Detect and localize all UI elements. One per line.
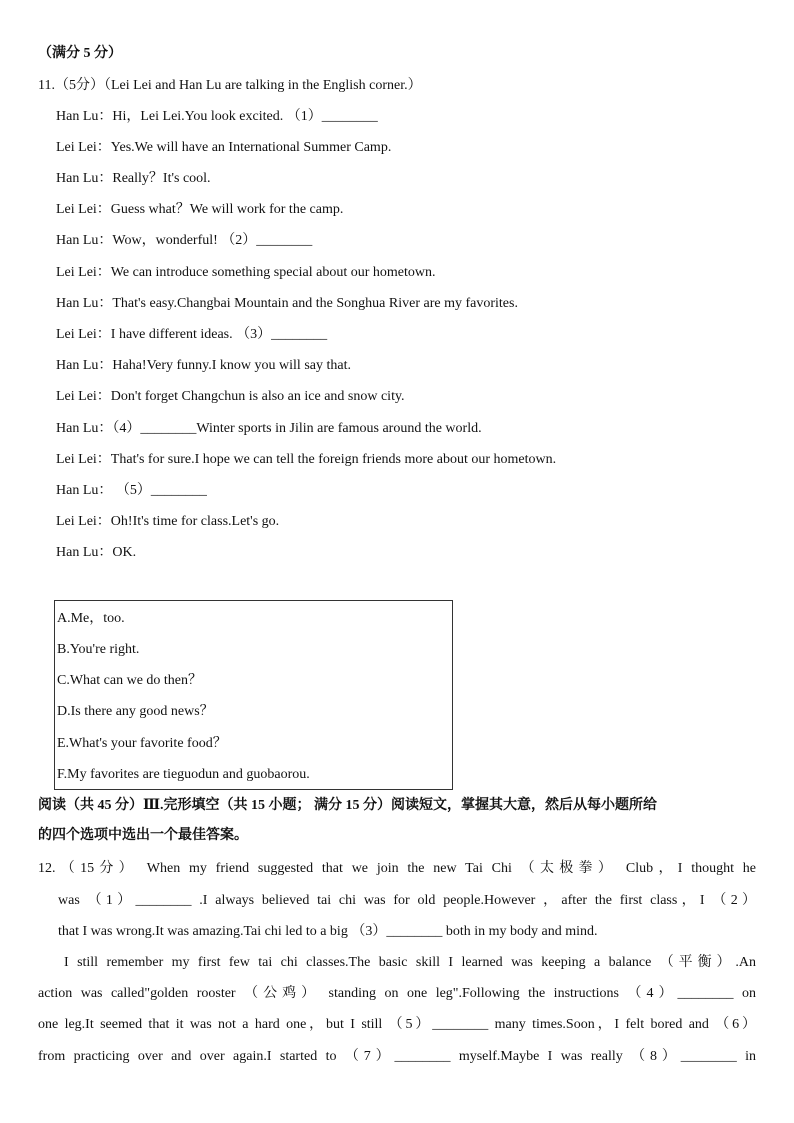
passage-line: I still remember my first few tai chi classes.The basic skill I learned was keeping a balance （平衡）.An <box>64 955 756 970</box>
dialogue-line: Lei Lei：We can introduce something special about our hometown. <box>56 265 436 280</box>
option-e: E.What's your favorite food？ <box>57 736 227 751</box>
option-c: C.What can we do then？ <box>57 673 203 688</box>
option-b: B.You're right. <box>57 642 140 657</box>
passage-line: action was called"golden rooster （公鸡） standing on one leg".Following the instructions （4）________ on <box>38 986 756 1001</box>
reading-section-header: 阅读（共 45 分）Ⅲ.完形填空（共 15 小题； 满分 15 分）阅读短文，掌握其大意，然后从每小题所给 <box>38 798 658 813</box>
passage-line: one leg.It seemed that it was not a hard one，but I still （5）________ many times.Soon，I felt bored and （6） <box>38 1017 756 1032</box>
dialogue-line: Han Lu：Hi，Lei Lei.You look excited. （1）________ <box>56 109 378 124</box>
dialogue-line: Lei Lei：That's for sure.I hope we can tell the foreign friends more about our hometown. <box>56 452 557 467</box>
dialogue-line: Han Lu：Really？It's cool. <box>56 171 211 186</box>
dialogue-line: Han Lu：（4）________Winter sports in Jilin are famous around the world. <box>56 421 482 436</box>
dialogue-line: Lei Lei：Guess what？We will work for the camp. <box>56 202 344 217</box>
options-box <box>54 600 453 790</box>
passage-line: that I was wrong.It was amazing.Tai chi led to a big （3）________ both in my body and mind. <box>58 924 598 939</box>
option-f: F.My favorites are tieguodun and guobaorou. <box>57 767 310 782</box>
dialogue-line: Lei Lei：Oh!It's time for class.Let's go. <box>56 514 280 529</box>
dialogue-line: Lei Lei：Don't forget Changchun is also an ice and snow city. <box>56 389 405 404</box>
dialogue-line: Lei Lei：I have different ideas. （3）________ <box>56 327 328 342</box>
question-11-intro: 11.（5分）（Lei Lei and Han Lu are talking in the English corner.） <box>38 78 422 93</box>
dialogue-line: Lei Lei：Yes.We will have an International Summer Camp. <box>56 140 392 155</box>
reading-section-header-cont: 的四个选项中选出一个最佳答案。 <box>38 828 248 843</box>
passage-line: 12.（15分） When my friend suggested that we join the new Tai Chi （太极拳） Club，I thought he <box>38 861 756 876</box>
option-a: A.Me，too. <box>57 611 125 626</box>
dialogue-line: Han Lu：Haha!Very funny.I know you will say that. <box>56 358 351 373</box>
passage-line: was （1）________ .I always believed tai chi was for old people.However ，after the first class，I （2） <box>58 893 756 908</box>
section-header: （满分 5 分） <box>38 46 122 61</box>
dialogue-line: Han Lu：OK. <box>56 545 137 560</box>
passage-line: from practicing over and over again.I started to （7）________ myself.Maybe I was really （8）________ in <box>38 1049 756 1064</box>
dialogue-line: Han Lu：Wow，wonderful! （2）________ <box>56 233 313 248</box>
dialogue-line: Han Lu： （5）________ <box>56 483 207 498</box>
option-d: D.Is there any good news？ <box>57 704 214 719</box>
dialogue-line: Han Lu：That's easy.Changbai Mountain and the Songhua River are my favorites. <box>56 296 518 311</box>
